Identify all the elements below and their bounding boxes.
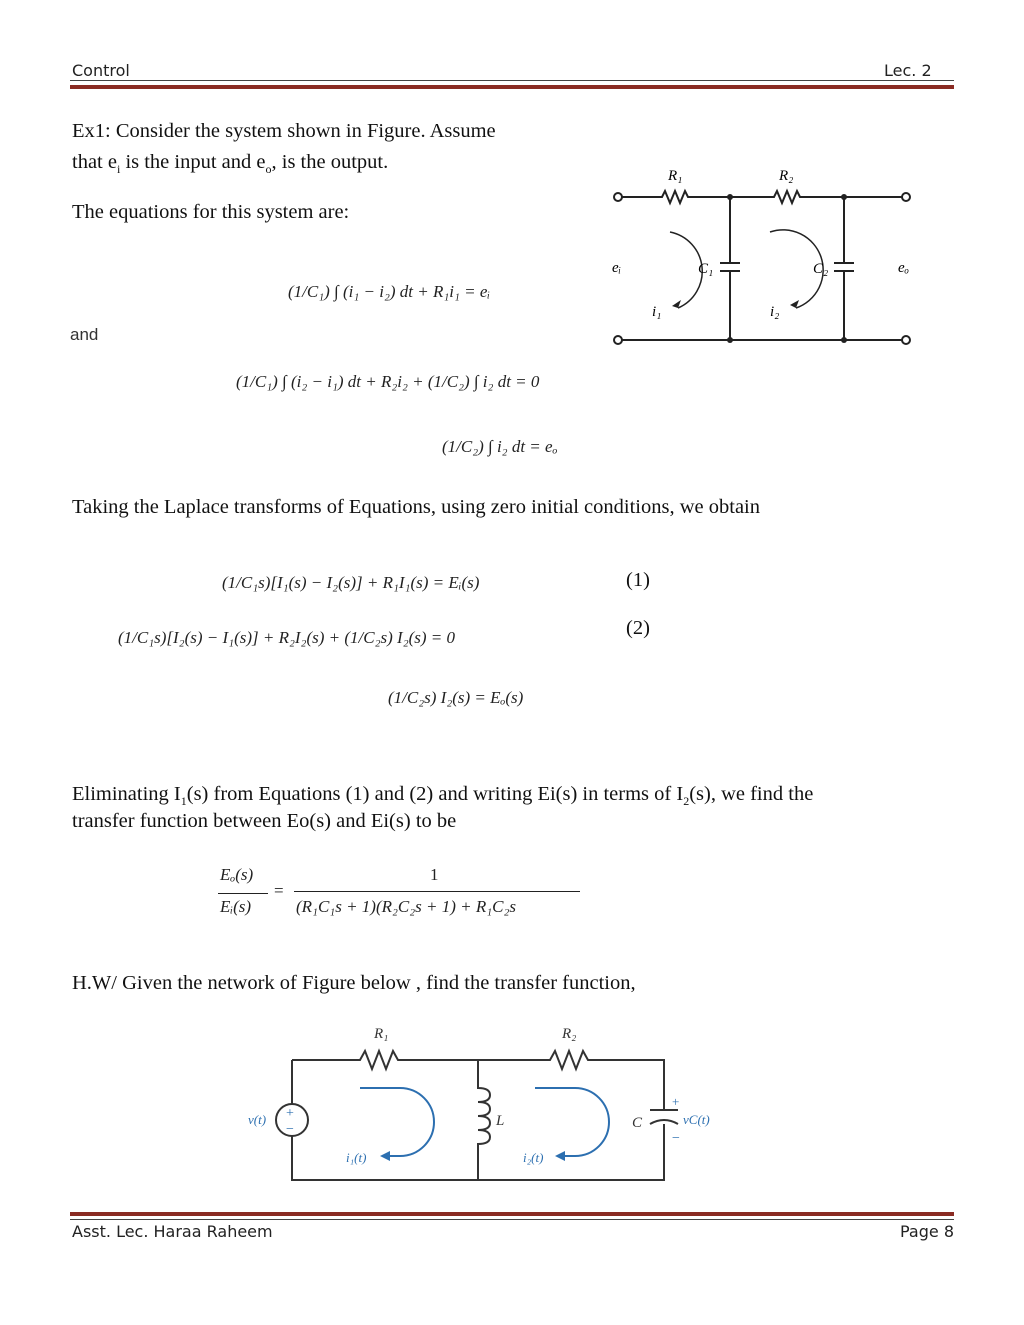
header-rule-thin	[70, 80, 954, 81]
elim-sub-2: 2	[683, 794, 690, 809]
source-plus-sign: +	[286, 1106, 294, 1121]
cap-minus-sign: −	[672, 1131, 680, 1146]
top-rail-resistors	[622, 191, 902, 203]
input-terminal-bottom	[614, 336, 622, 344]
ex1-text-b: is the input and e	[120, 151, 266, 173]
label-i2t: i₂(t)	[523, 1150, 544, 1165]
inductor-l	[478, 1060, 490, 1180]
laplace-equation-3: (1/C₂s) I₂(s) = Eₒ(s)	[388, 688, 524, 707]
ex1-sub-o: o	[265, 162, 272, 177]
tf-lhs-numerator: Eₒ(s)	[220, 865, 254, 884]
ex1-sub-i: i	[116, 162, 121, 177]
mesh-arrow-2	[535, 1088, 609, 1156]
footer-author: Asst. Lec. Haraa Raheem	[72, 1222, 273, 1241]
laplace-equation-2: (1/C₁s)[I₂(s) − I₁(s)] + R₂I₂(s) + (1/C₂s) I₂(s) = 0	[118, 628, 456, 647]
ex1-line2	[72, 147, 388, 184]
ex1-text-a: that e	[72, 151, 117, 173]
time-equation-3: (1/C₂) ∫ i₂ dt = eₒ	[442, 437, 558, 456]
footer-rule-thick	[70, 1212, 954, 1216]
equations-intro: The equations for this system are:	[72, 201, 350, 223]
output-terminal-bottom	[902, 336, 910, 344]
label-vct: vC(t)	[683, 1112, 710, 1127]
input-terminal-top	[614, 193, 622, 201]
capacitor-c2	[834, 197, 854, 340]
header-lecture: Lec. 2	[884, 61, 932, 80]
label-i1t: i₁(t)	[346, 1150, 367, 1165]
label-eo: eₒ	[898, 260, 909, 276]
label-l: L	[496, 1113, 505, 1129]
tf-rhs-numerator: 1	[430, 865, 439, 884]
rc-ladder-circuit	[600, 160, 930, 360]
label-i1: i₁	[652, 304, 662, 320]
transfer-function	[218, 863, 588, 927]
tf-lhs-bar	[218, 893, 268, 894]
cap-plus-sign: +	[672, 1094, 680, 1109]
elim-text-a: Eliminating I	[72, 783, 181, 805]
tf-rhs-bar	[294, 891, 580, 892]
header-rule-thick	[70, 85, 954, 89]
label-c2: C₂	[813, 261, 829, 277]
time-equation-1: (1/C₁) ∫ (i₁ − i₂) dt + R₁i₁ = eᵢ	[288, 282, 491, 301]
label-i2: i₂	[770, 304, 780, 320]
tf-lhs-denominator: Eᵢ(s)	[220, 897, 252, 916]
capacitor-c1	[720, 197, 740, 340]
homework-prompt: H.W/ Given the network of Figure below , find the transfer function,	[72, 972, 636, 994]
ex1-text-c: , is the output.	[271, 151, 389, 173]
elim-text-b: (s) from Equations (1) and (2) and writing Ei(s) in terms of I	[186, 783, 684, 805]
label-ei: eᵢ	[612, 260, 622, 276]
footer-rule-thin	[70, 1219, 954, 1220]
label-vt: v(t)	[248, 1112, 267, 1127]
label-r1-hw: R₁	[374, 1026, 389, 1042]
label-r2-hw: R₂	[562, 1026, 577, 1042]
source-minus-sign: −	[286, 1122, 294, 1137]
rlc-circuit	[240, 1018, 740, 1190]
laplace-intro: Taking the Laplace transforms of Equations, using zero initial conditions, we obtain	[72, 496, 760, 518]
capacitor-c	[650, 1110, 678, 1124]
equation-label-1: (1)	[626, 569, 650, 591]
eliminating-line2: transfer function between Eo(s) and Ei(s) to be	[72, 810, 457, 832]
label-c1: C₁	[698, 261, 714, 277]
and-label: and	[70, 325, 99, 344]
equation-label-2: (2)	[626, 617, 650, 639]
time-equation-2: (1/C₁) ∫ (i₂ − i₁) dt + R₂i₂ + (1/C₂) ∫ i₂ dt = 0	[236, 372, 540, 391]
mesh-arrow-1	[360, 1088, 434, 1156]
ex1-line1: Ex1: Consider the system shown in Figure. Assume	[72, 120, 496, 142]
elim-sub-1: 1	[180, 794, 187, 809]
laplace-equation-1: (1/C₁s)[I₁(s) − I₂(s)] + R₁I₁(s) = Eᵢ(s)	[222, 573, 480, 592]
tf-rhs-denominator: (R₁C₁s + 1)(R₂C₂s + 1) + R₁C₂s	[296, 897, 517, 916]
label-c: C	[632, 1115, 643, 1131]
tf-equals: =	[274, 881, 284, 900]
footer-page-number: Page 8	[900, 1222, 954, 1241]
output-terminal-top	[902, 193, 910, 201]
elim-text-c: (s), we find the	[689, 783, 814, 805]
header-title: Control	[72, 61, 130, 80]
label-r1: R₁	[668, 168, 683, 184]
label-r2: R₂	[779, 168, 794, 184]
